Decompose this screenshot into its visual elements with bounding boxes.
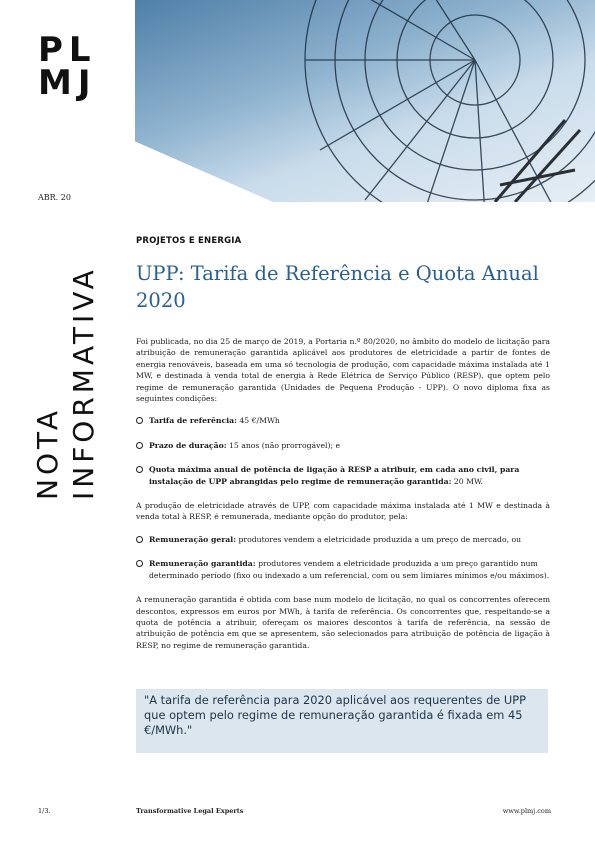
logo-line-1: PL bbox=[38, 30, 97, 70]
circle-bullet-icon bbox=[136, 560, 143, 567]
option-text: produtores vendem a eletricidade produzida a um preço garantido num determinado período (fixo ou indexado a um referencial, com ou sem limiares mínimos e/ou máximos). bbox=[149, 559, 550, 580]
condition-text: 20 MW. bbox=[451, 476, 483, 486]
list-item bbox=[136, 534, 550, 545]
condition-label: Tarifa de referência: bbox=[149, 416, 237, 426]
third-paragraph: A remuneração garantida é obtida com base num modelo de licitação, no qual os concorrentes oferecem descontos, expressos em euros por MWh, à tarifa de referência. Os concorrentes que, respeitando-se a quota de potência a atribuir, ofereçam os maiores descontos à tarifa de referência, na sessão de atribuição de potência em que se apresentem, são selecionados para atribuição de potência de ligação à RESP, no regime de remuneração garantida. bbox=[136, 595, 550, 650]
radar-dome-illustration bbox=[135, 0, 595, 202]
circle-bullet-icon bbox=[136, 466, 143, 473]
condition-label: Quota máxima anual de potência de ligação à RESP a atribuir, em cada ano civil, para instalação de UPP abrangidas pelo regime de remuneração garantida: bbox=[149, 465, 520, 486]
vertical-title-line-2: INFORMATIVA bbox=[67, 266, 100, 500]
vertical-title-line-1: NOTA bbox=[31, 406, 64, 500]
options-list bbox=[136, 534, 550, 581]
second-paragraph: A produção de eletricidade através de UPP, com capacidade máxima instalada até 1 MW e destinada à venda total à RESP, é remunerada, mediante opção do produtor, pela: bbox=[136, 501, 550, 522]
list-item bbox=[136, 464, 550, 487]
article-kicker: PROJETOS E ENERGIA bbox=[136, 236, 242, 246]
hero-image bbox=[135, 0, 595, 202]
list-item bbox=[136, 558, 550, 581]
condition-text: 45 €/MWh bbox=[236, 416, 280, 426]
intro-paragraph: Foi publicada, no dia 25 de março de 2019, a Portaria n.º 80/2020, no âmbito do modelo de licitação para atribuição de remuneração garantida aplicável aos produtores de eletricidade a partir de fontes de energia renováveis, baseada em uma só tecnologia de produção, com capacidade máxima instalada até 1 MW, e destinada à venda total de energia à Rede Elétrica de Serviço Público (RESP), que optem pelo regime de remuneração garantida (Unidades de Pequena Produção - UPP). O novo diploma fixa as seguintes condições: bbox=[136, 337, 550, 404]
circle-bullet-icon bbox=[136, 417, 143, 424]
article-title: UPP: Tarifa de Referência e Quota Anual 2020 bbox=[136, 262, 539, 312]
option-label: Remuneração geral: bbox=[149, 534, 237, 544]
list-item bbox=[136, 440, 550, 451]
issue-date: ABR. 20 bbox=[38, 193, 71, 202]
condition-label: Prazo de duração: bbox=[149, 440, 227, 450]
option-label: Remuneração garantida: bbox=[149, 559, 256, 569]
list-item bbox=[136, 415, 550, 426]
footer-tagline: Transformative Legal Experts bbox=[136, 807, 244, 815]
option-text: produtores vendem a eletricidade produzida a um preço de mercado, ou bbox=[236, 534, 522, 544]
plmj-logo bbox=[38, 30, 97, 103]
article-body bbox=[136, 236, 550, 662]
condition-text: 15 anos (não prorrogável); e bbox=[226, 440, 341, 450]
vertical-section-title bbox=[30, 266, 102, 500]
conditions-list bbox=[136, 415, 550, 487]
circle-bullet-icon bbox=[136, 442, 143, 449]
footer-website-link[interactable]: www.plmj.com bbox=[502, 807, 551, 815]
circle-bullet-icon bbox=[136, 536, 143, 543]
logo-line-2: MJ bbox=[38, 63, 97, 103]
pull-quote: "A tarifa de referência para 2020 aplicável aos requerentes de UPP que optem pelo regime de remuneração garantida é fixada em 45 €/MWh." bbox=[136, 689, 548, 753]
page-number: 1/3. bbox=[38, 807, 51, 815]
